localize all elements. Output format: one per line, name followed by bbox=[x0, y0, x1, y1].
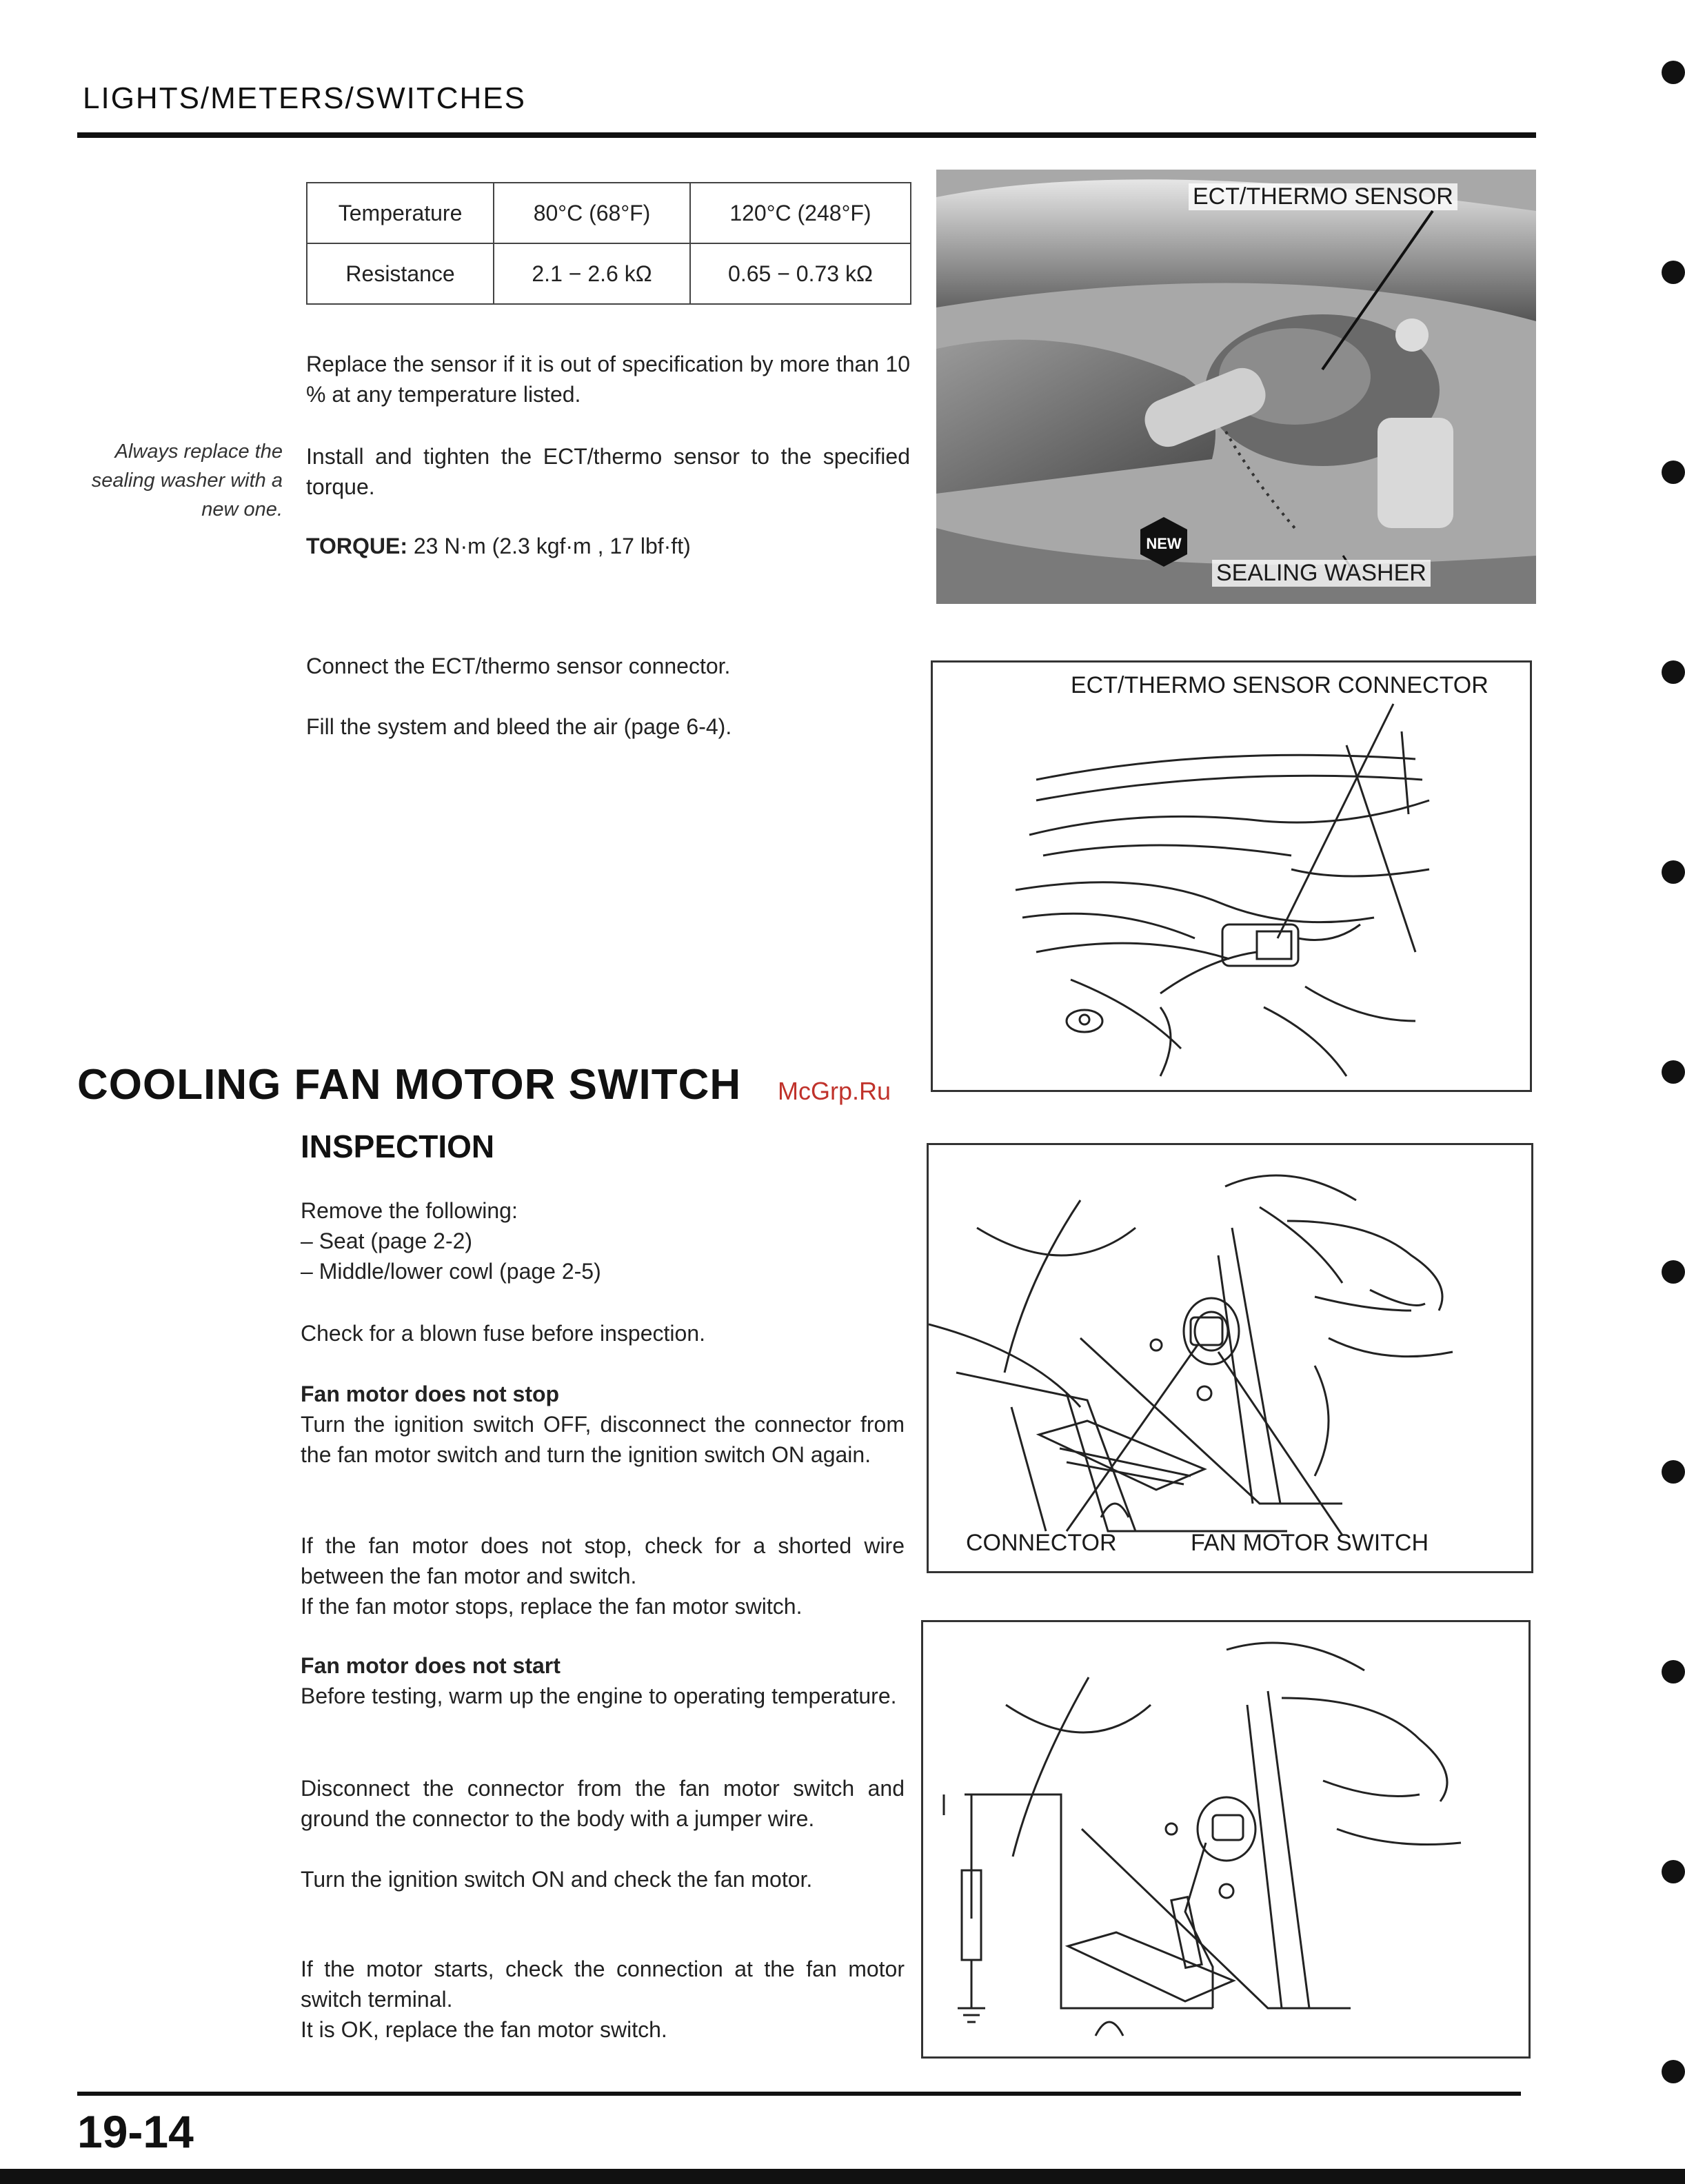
binder-hole bbox=[1662, 860, 1685, 884]
scan-edge-bar bbox=[0, 2169, 1685, 2184]
cooling-fan-section-title: COOLING FAN MOTOR SWITCH bbox=[77, 1061, 742, 1109]
page-number: 19-14 bbox=[77, 2106, 194, 2157]
ect-sensor-label: ECT/THERMO SENSOR bbox=[1189, 183, 1457, 210]
motor-starts-text: If the motor starts, check the connection at the fan motor switch terminal. bbox=[301, 1957, 905, 2012]
fan-motor-switch-callout: FAN MOTOR SWITCH bbox=[1191, 1530, 1429, 1556]
fuse-check-text: Check for a blown fuse before inspection. bbox=[301, 1321, 705, 1346]
table-cell: Temperature bbox=[307, 183, 494, 243]
torque-value: 23 N·m (2.3 kgf·m , 17 lbf·ft) bbox=[413, 534, 691, 558]
replace-switch-text: It is OK, replace the fan motor switch. bbox=[301, 2017, 667, 2042]
connector-label: ECT/THERMO SENSOR CONNECTOR bbox=[1071, 672, 1489, 698]
binder-hole bbox=[1662, 1460, 1685, 1484]
resistance-table bbox=[306, 182, 911, 305]
remove-intro: Remove the following: bbox=[301, 1198, 518, 1223]
watermark: McGrp.Ru bbox=[778, 1077, 891, 1105]
table-cell: 120°C (248°F) bbox=[690, 183, 911, 243]
table-row bbox=[307, 243, 911, 304]
stop-heading: Fan motor does not stop bbox=[301, 1382, 560, 1406]
start-heading: Fan motor does not start bbox=[301, 1653, 561, 1678]
table-row bbox=[307, 183, 911, 243]
engine-photo-drawing bbox=[936, 170, 1536, 604]
binder-hole bbox=[1662, 2060, 1685, 2083]
side-note: Always replace the sealing washer with a new one. bbox=[91, 441, 283, 520]
new-badge-text: NEW bbox=[1146, 535, 1182, 552]
remove-item-seat: – Seat (page 2-2) bbox=[301, 1228, 473, 1253]
table-cell: 2.1 − 2.6 kΩ bbox=[494, 243, 690, 304]
torque-spec bbox=[306, 531, 910, 561]
section-title: LIGHTS/METERS/SWITCHES bbox=[83, 81, 526, 115]
fan-switch-figure bbox=[927, 1143, 1533, 1573]
binder-hole bbox=[1662, 1060, 1685, 1084]
binder-hole bbox=[1662, 1260, 1685, 1284]
table-cell: 80°C (68°F) bbox=[494, 183, 690, 243]
binder-hole bbox=[1662, 261, 1685, 284]
disconnect-ground-text: Disconnect the connector from the fan motor switch and ground the connector to the body with a jumper wire. bbox=[301, 1776, 905, 1831]
jumper-wire-figure bbox=[921, 1620, 1531, 2059]
binder-hole bbox=[1662, 1860, 1685, 1883]
sealing-washer-label: SEALING WASHER bbox=[1212, 560, 1431, 587]
warm-up-text: Before testing, warm up the engine to operating temperature. bbox=[301, 1684, 897, 1708]
binder-hole bbox=[1662, 61, 1685, 84]
ignition-on-text: Turn the ignition switch ON and check the fan motor. bbox=[301, 1867, 813, 1892]
remove-item-cowl: – Middle/lower cowl (page 2-5) bbox=[301, 1259, 601, 1284]
table-cell: Resistance bbox=[307, 243, 494, 304]
fan-switch-line-drawing bbox=[929, 1145, 1531, 1571]
jumper-wire-line-drawing bbox=[923, 1622, 1528, 2056]
stop-procedure-text: Turn the ignition switch OFF, disconnect the connector from the fan motor switch and turn the ignition switch ON again. bbox=[301, 1412, 905, 1467]
connector-figure bbox=[931, 660, 1532, 1092]
stop-result-shorted: If the fan motor does not stop, check for a shorted wire between the fan motor and switch. bbox=[301, 1533, 905, 1588]
connector-line-drawing bbox=[933, 663, 1530, 1090]
header-rule bbox=[77, 132, 1536, 138]
replace-sensor-text: Replace the sensor if it is out of specification by more than 10 % at any temperature listed. bbox=[306, 352, 910, 407]
torque-label: TORQUE: bbox=[306, 534, 407, 558]
table-cell: 0.65 − 0.73 kΩ bbox=[690, 243, 911, 304]
fill-system-text: Fill the system and bleed the air (page 6-4). bbox=[306, 714, 732, 739]
binder-hole bbox=[1662, 660, 1685, 684]
connector-callout: CONNECTOR bbox=[966, 1530, 1117, 1556]
footer-rule bbox=[77, 2092, 1521, 2096]
inspection-subtitle: INSPECTION bbox=[301, 1129, 495, 1164]
binder-hole bbox=[1662, 461, 1685, 484]
ect-sensor-photo bbox=[936, 170, 1536, 604]
connect-connector-text: Connect the ECT/thermo sensor connector. bbox=[306, 654, 731, 678]
stop-result-replace: If the fan motor stops, replace the fan motor switch. bbox=[301, 1594, 803, 1619]
binder-hole bbox=[1662, 1660, 1685, 1684]
install-sensor-text: Install and tighten the ECT/thermo sensor to the specified torque. bbox=[306, 444, 910, 499]
